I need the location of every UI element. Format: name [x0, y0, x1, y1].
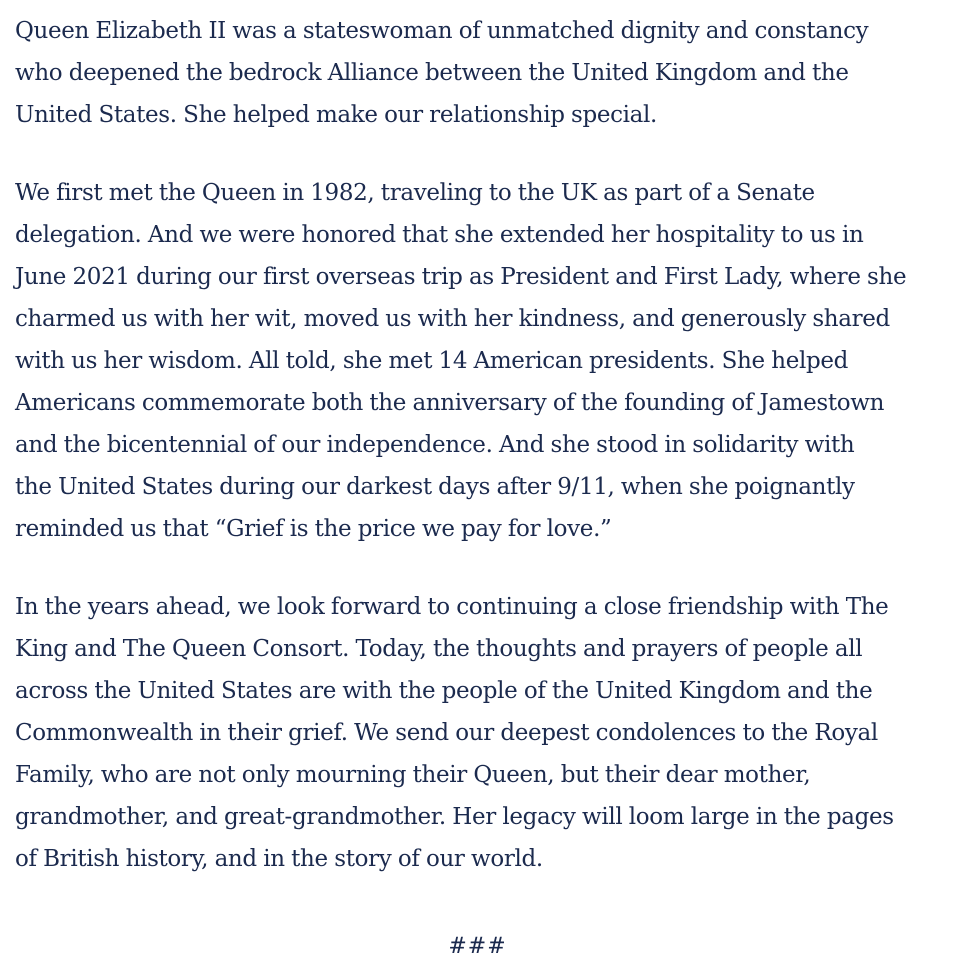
paragraph-line: grandmother, and great-grandmother. Her legacy will loom large in the pages [15, 804, 894, 830]
end-mark: ### [448, 934, 507, 959]
paragraph-line: reminded us that “Grief is the price we pay for love.” [15, 516, 612, 542]
paragraph-3 [15, 586, 947, 880]
statement-body [15, 10, 947, 916]
paragraph-line: June 2021 during our first overseas trip as President and First Lady, where she [15, 264, 907, 290]
paragraph-line: of British history, and in the story of our world. [15, 846, 543, 872]
paragraph-line: We first met the Queen in 1982, traveling to the UK as part of a Senate [15, 180, 815, 206]
paragraph-line: delegation. And we were honored that she extended her hospitality to us in [15, 222, 864, 248]
paragraph-line: Commonwealth in their grief. We send our deepest condolences to the Royal [15, 720, 878, 746]
paragraph-1 [15, 10, 947, 136]
paragraph-line: Queen Elizabeth II was a stateswoman of unmatched dignity and constancy [15, 18, 869, 44]
paragraph-line: across the United States are with the people of the United Kingdom and the [15, 678, 873, 704]
paragraph-line: with us her wisdom. All told, she met 14 American presidents. She helped [15, 348, 848, 374]
paragraph-line: Americans commemorate both the anniversary of the founding of Jamestown [15, 390, 885, 416]
paragraph-line: United States. She helped make our relationship special. [15, 102, 658, 128]
paragraph-line: the United States during our darkest days after 9/11, when she poignantly [15, 474, 855, 500]
paragraph-line: and the bicentennial of our independence. And she stood in solidarity with [15, 432, 855, 458]
paragraph-2 [15, 172, 947, 550]
paragraph-line: Family, who are not only mourning their Queen, but their dear mother, [15, 762, 811, 788]
paragraph-line: King and The Queen Consort. Today, the thoughts and prayers of people all [15, 636, 863, 662]
paragraph-line: who deepened the bedrock Alliance between the United Kingdom and the [15, 60, 849, 86]
paragraph-line: charmed us with her wit, moved us with her kindness, and generously shared [15, 306, 890, 332]
paragraph-line: In the years ahead, we look forward to continuing a close friendship with The [15, 594, 889, 620]
